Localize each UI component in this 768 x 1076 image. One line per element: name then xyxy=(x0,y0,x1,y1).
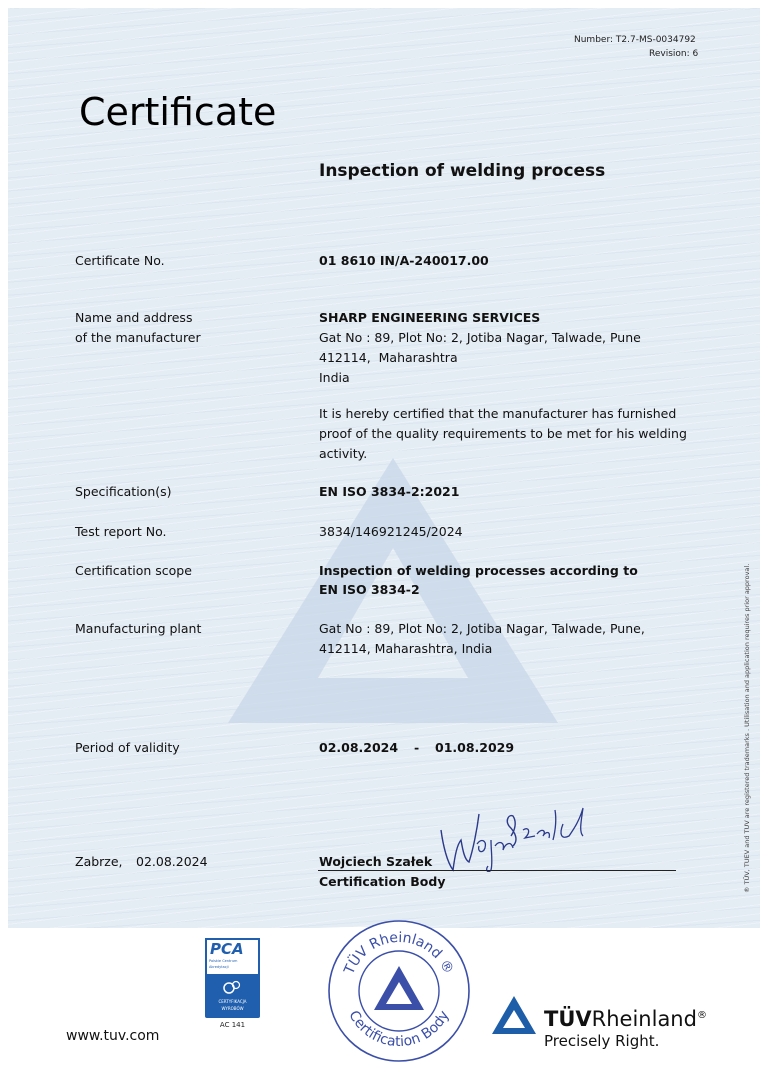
trademark-note: ® TÜV, TUEV and TUV are registered trademarks . Utilisation and application requires prior approval. xyxy=(743,563,751,893)
pca-code: AC 141 xyxy=(219,1021,246,1029)
certificate-no-label: Certificate No. xyxy=(75,253,165,268)
page-title: Certificate xyxy=(79,90,277,134)
pca-title: PCA xyxy=(210,940,244,958)
revision-label: Revision: xyxy=(649,49,690,59)
number-label: Number: xyxy=(574,35,614,45)
pca-sub2: Akredytacji xyxy=(209,965,229,969)
subtitle: Inspection of welding process xyxy=(319,161,606,181)
statement-line2: proof of the quality requirements to be met for his welding xyxy=(319,426,687,441)
footer xyxy=(8,928,760,1068)
manufacturer-name: SHARP ENGINEERING SERVICES xyxy=(319,310,541,325)
certificate-number xyxy=(574,35,696,45)
statement-line3: activity. xyxy=(319,446,368,461)
scope-value-line1: Inspection of welding processes according to xyxy=(319,563,638,578)
brand-reg: ® xyxy=(696,1010,707,1021)
certificate-no-value: 01 8610 IN/A-240017.00 xyxy=(319,253,489,268)
brand-tuv: TÜV xyxy=(544,1007,592,1031)
certification-body-label: Certification Body xyxy=(319,874,446,889)
pca-cert1: CERTYFIKACJA xyxy=(218,999,247,1004)
pca-cert2: WYROBÓW xyxy=(221,1006,244,1011)
manufacturer-label-line2: of the manufacturer xyxy=(75,330,201,345)
manufacturer-address-line1: Gat No : 89, Plot No: 2, Jotiba Nagar, Talwade, Pune xyxy=(319,330,641,345)
test-report-label: Test report No. xyxy=(75,524,167,539)
seal-top-text: TÜV Rheinland ® xyxy=(341,929,457,977)
scope-label: Certification scope xyxy=(75,563,192,578)
validity-label: Period of validity xyxy=(75,740,180,755)
manufacturer-address-line3: India xyxy=(319,370,350,385)
manufacturer-label-line1: Name and address xyxy=(75,310,193,325)
statement-line1: It is hereby certified that the manufacturer has furnished xyxy=(319,406,677,421)
revision-value: 6 xyxy=(692,49,699,59)
pca-gears-icon xyxy=(222,980,242,996)
handwritten-signature xyxy=(433,800,603,872)
scope-value-line2: EN ISO 3834-2 xyxy=(319,582,420,597)
tuv-certification-seal xyxy=(326,918,472,1064)
plant-value-line2: 412114, Maharashtra, India xyxy=(319,641,493,656)
seal-bottom-text: Certification Body xyxy=(345,1008,453,1051)
brand-slogan: Precisely Right. xyxy=(544,1032,660,1050)
specification-value: EN ISO 3834-2:2021 xyxy=(319,484,460,499)
pca-sub1: Polskie Centrum xyxy=(209,959,238,963)
tuv-brand-name xyxy=(544,1007,707,1031)
signatory-name: Wojciech Szałek xyxy=(319,854,433,869)
validity-separator: - xyxy=(414,740,420,755)
test-report-value: 3834/146921245/2024 xyxy=(319,524,463,539)
specification-label: Specification(s) xyxy=(75,484,172,499)
pca-logo xyxy=(205,938,260,1018)
manufacturer-address-line2: 412114, Maharashtra xyxy=(319,350,458,365)
signature-date: 02.08.2024 xyxy=(136,854,208,869)
revision xyxy=(649,49,698,59)
certificate-page xyxy=(8,8,760,1068)
signature-place: Zabrze, xyxy=(75,854,123,869)
website-link[interactable]: www.tuv.com xyxy=(66,1028,160,1044)
plant-value-line1: Gat No : 89, Plot No: 2, Jotiba Nagar, Talwade, Pune, xyxy=(319,621,645,636)
validity-to: 01.08.2029 xyxy=(435,740,515,755)
validity-from: 02.08.2024 xyxy=(319,740,399,755)
plant-label: Manufacturing plant xyxy=(75,621,202,636)
tuv-brand-triangle-icon xyxy=(490,994,538,1036)
number-value: T2.7-MS-0034792 xyxy=(615,35,696,45)
brand-rheinland: Rheinland xyxy=(591,1007,697,1031)
